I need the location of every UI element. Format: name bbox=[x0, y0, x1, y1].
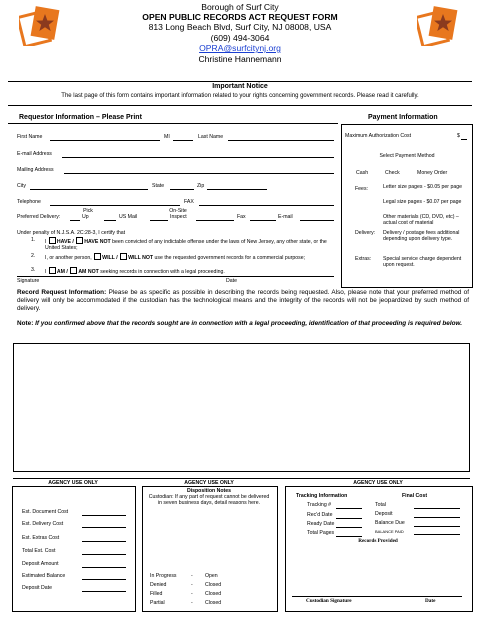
mailing-label: Mailing Address bbox=[17, 167, 54, 173]
extras-label: Extras: bbox=[355, 256, 372, 262]
certify-intro: Under penalty of N.J.S.A. 2C:28-3, I certify that bbox=[17, 230, 126, 236]
custodian-signature-field[interactable] bbox=[292, 596, 462, 597]
form-header bbox=[120, 2, 360, 64]
onsite-label: On-Site bbox=[169, 208, 187, 214]
preferred-delivery-label: Preferred Delivery: bbox=[17, 214, 61, 220]
note-label: Note: bbox=[17, 320, 34, 327]
date-label: Date bbox=[226, 278, 237, 284]
zip-field[interactable] bbox=[207, 189, 267, 190]
total-est-cost-label: Total Est. Cost bbox=[22, 548, 56, 554]
have-not-checkbox[interactable] bbox=[76, 237, 83, 244]
recd-date-label: Rec'd Date bbox=[307, 512, 333, 518]
balance-due-label: Balance Due bbox=[375, 520, 405, 526]
custodian-signature-label: Custodian Signature bbox=[306, 598, 352, 604]
estimated-balance-label: Estimated Balance bbox=[22, 573, 66, 579]
recd-date-field[interactable] bbox=[336, 518, 362, 519]
fax-field[interactable] bbox=[199, 205, 334, 206]
deposit-amount-label: Deposit Amount bbox=[22, 561, 59, 567]
status-dash-4: - bbox=[191, 600, 193, 606]
status-dash-2: - bbox=[191, 582, 193, 588]
est-delivery-cost-label: Est. Delivery Cost bbox=[22, 521, 64, 527]
am-not-checkbox[interactable] bbox=[70, 267, 77, 274]
zip-label: Zip bbox=[197, 183, 205, 189]
fax-delivery-checkbox[interactable] bbox=[196, 220, 234, 221]
city-field[interactable] bbox=[30, 189, 148, 190]
total-pages-field[interactable] bbox=[336, 536, 362, 537]
cert-item-2-prefix: I, or another person, bbox=[45, 255, 92, 261]
am-not-label: AM NOT bbox=[78, 269, 99, 275]
status-denied[interactable]: Denied bbox=[150, 582, 167, 588]
balance-paid-label: BALANCE PAID bbox=[375, 529, 404, 534]
est-doc-cost-label: Est. Document Cost bbox=[22, 509, 69, 515]
org-name: Borough of Surf City bbox=[201, 2, 279, 12]
status-filled[interactable]: Filled bbox=[150, 591, 163, 597]
deposit-date-field[interactable] bbox=[82, 591, 126, 592]
note-text: If you confirmed above that the records sought are in connection with a legal proceeding, identification of that proceeding is required below. bbox=[35, 320, 463, 327]
last-name-label: Last Name bbox=[198, 134, 224, 140]
email-label: E-mail Address bbox=[17, 151, 52, 157]
max-auth-field[interactable] bbox=[461, 139, 467, 140]
estimated-balance-field[interactable] bbox=[82, 579, 126, 580]
payment-cash[interactable]: Cash bbox=[356, 170, 369, 176]
pick-label: Pick bbox=[83, 208, 93, 214]
telephone-label: Telephone bbox=[17, 199, 41, 205]
email-delivery-checkbox[interactable] bbox=[250, 220, 276, 221]
state-field[interactable] bbox=[170, 189, 194, 190]
payment-heading: Payment Information bbox=[368, 114, 438, 121]
deposit-date-label: Deposit Date bbox=[22, 585, 52, 591]
opra-email-link[interactable]: OPRA@surfcitynj.org bbox=[199, 43, 281, 53]
deposit-amount-field[interactable] bbox=[82, 567, 126, 568]
max-auth-label: Maximum Authorization Cost bbox=[345, 133, 412, 139]
notice-title: Important Notice bbox=[212, 83, 268, 90]
mi-field[interactable] bbox=[173, 140, 193, 141]
final-deposit-label: Deposit bbox=[375, 511, 393, 517]
ready-date-field[interactable] bbox=[336, 527, 362, 528]
disposition-text: Custodian: If any part of request cannot be delivered in seven business days, detail reasons here. bbox=[148, 494, 270, 507]
requestor-heading: Requestor Information – Please Print bbox=[19, 114, 142, 121]
balance-due-field[interactable] bbox=[414, 526, 460, 527]
balance-paid-field[interactable] bbox=[414, 534, 460, 535]
total-pages-label: Total Pages bbox=[307, 530, 335, 536]
tracking-num-label: Tracking # bbox=[307, 502, 332, 508]
fee-letter: Letter size pages - $0.05 per page bbox=[383, 184, 463, 190]
have-not-label: HAVE NOT bbox=[84, 239, 111, 245]
cert-item-3-prefix: I bbox=[45, 269, 47, 275]
last-name-field[interactable] bbox=[228, 140, 334, 141]
status-dash-3: - bbox=[191, 591, 193, 597]
am-label: AM / bbox=[56, 269, 68, 275]
payment-check[interactable]: Check bbox=[385, 170, 400, 176]
will-not-checkbox[interactable] bbox=[120, 253, 127, 260]
cert-item-1-prefix: I bbox=[45, 239, 47, 245]
record-request-textarea[interactable] bbox=[13, 343, 470, 472]
onsite-checkbox[interactable] bbox=[150, 220, 168, 221]
status-closed-2[interactable]: Closed bbox=[205, 591, 222, 597]
tracking-title: Tracking Information bbox=[296, 493, 348, 499]
note-block bbox=[17, 320, 469, 328]
dollar-sign: $ bbox=[457, 133, 460, 139]
select-payment-label: Select Payment Method bbox=[379, 153, 435, 159]
delivery-label: Delivery: bbox=[355, 230, 376, 236]
payment-money-order[interactable]: Money Order bbox=[417, 170, 448, 176]
final-deposit-field[interactable] bbox=[414, 517, 460, 518]
signature-label: Signature bbox=[17, 278, 40, 284]
fees-label: Fees: bbox=[355, 186, 368, 192]
delivery-fees: Delivery / postage fees additional depending upon delivery type. bbox=[383, 230, 460, 243]
custodian-date-label: Date bbox=[425, 598, 436, 604]
am-checkbox[interactable] bbox=[49, 267, 56, 274]
disposition-title: Disposition Notes bbox=[186, 488, 232, 494]
final-total-field[interactable] bbox=[414, 508, 460, 509]
status-closed-1[interactable]: Closed bbox=[205, 582, 222, 588]
est-extras-cost-field[interactable] bbox=[82, 541, 126, 542]
cert-item-2-num: 2. bbox=[31, 253, 36, 259]
tracking-num-field[interactable] bbox=[336, 508, 362, 509]
status-dash-1: - bbox=[191, 573, 193, 579]
fee-other: Other materials (CD, DVD, etc) – actual cost of material bbox=[383, 214, 459, 227]
records-provided-label: Records Provided bbox=[358, 538, 398, 544]
left-logo bbox=[19, 4, 61, 46]
have-checkbox[interactable] bbox=[49, 237, 56, 244]
form-title: OPEN PUBLIC RECORDS ACT REQUEST FORM bbox=[142, 12, 338, 22]
inspect-label: Inspect bbox=[170, 214, 187, 220]
record-request-text: Please be as specific as possible in describing the records being requested. Also, please note that your preferred method of delivery will only be accommodated if the custodian has the technological means and the integrity of the records will not be jeopardized by such method of delivery. bbox=[17, 289, 470, 312]
status-closed-3[interactable]: Closed bbox=[205, 600, 222, 606]
will-not-label: WILL NOT bbox=[128, 255, 154, 261]
agency-title-3: AGENCY USE ONLY bbox=[353, 480, 403, 486]
fee-legal: Legal size pages - $0.07 per page bbox=[383, 199, 462, 205]
signature-field[interactable] bbox=[17, 276, 334, 277]
state-label: State bbox=[152, 183, 165, 189]
cert-item-1-num: 1. bbox=[31, 237, 36, 243]
notice-text: The last page of this form contains important information related to your rights concerning government records. Please read it carefully. bbox=[61, 93, 419, 99]
total-est-cost-field[interactable] bbox=[82, 554, 126, 555]
up-label: Up bbox=[82, 214, 89, 220]
us-mail-label: US Mail bbox=[119, 214, 138, 220]
mi-label: MI bbox=[164, 134, 170, 140]
have-label: HAVE / bbox=[56, 239, 74, 245]
pickup-checkbox[interactable] bbox=[70, 220, 80, 221]
cert-item-2-rest: use the requested government records for a commercial purpose; bbox=[154, 255, 306, 261]
first-name-field[interactable] bbox=[50, 140, 160, 141]
status-in-progress[interactable]: In Progress bbox=[150, 573, 177, 579]
final-cost-title: Final Cost bbox=[402, 493, 428, 499]
status-open[interactable]: Open bbox=[205, 573, 218, 579]
will-label: WILL / bbox=[102, 255, 118, 261]
cert-item-3-num: 3. bbox=[31, 267, 36, 273]
telephone-field[interactable] bbox=[50, 205, 180, 206]
cert-item-1-rest: been convicted of any indictable offense under the laws of New Jersey, any other state, or the United States; bbox=[45, 239, 327, 252]
agency-title-2: AGENCY USE ONLY bbox=[184, 480, 234, 486]
cert-item-3 bbox=[45, 267, 337, 275]
custodian-name: Christine Hannemann bbox=[198, 53, 282, 64]
cert-item-3-rest: seeking records in connection with a legal proceeding. bbox=[100, 269, 225, 275]
est-doc-cost-field[interactable] bbox=[82, 515, 126, 516]
fax-delivery-label: Fax bbox=[237, 214, 246, 220]
est-extras-cost-label: Est. Extras Cost bbox=[22, 535, 60, 541]
first-name-label: First Name bbox=[17, 134, 43, 140]
right-logo bbox=[417, 4, 459, 46]
final-total-label: Total bbox=[375, 502, 386, 508]
record-request-info bbox=[17, 289, 469, 312]
email-delivery-label: E-mail bbox=[278, 214, 293, 220]
fax-label: FAX bbox=[184, 199, 194, 205]
email-field[interactable] bbox=[62, 157, 334, 158]
ready-date-label: Ready Date bbox=[307, 521, 335, 527]
city-label: City bbox=[17, 183, 26, 189]
cert-item-1 bbox=[45, 237, 337, 251]
extras-text: Special service charge dependent upon request. bbox=[383, 256, 462, 269]
mailing-field[interactable] bbox=[64, 173, 334, 174]
status-partial[interactable]: Partial bbox=[150, 600, 165, 606]
agency-title-1: AGENCY USE ONLY bbox=[48, 480, 98, 486]
record-request-label: Record Request Information: bbox=[17, 289, 107, 296]
will-checkbox[interactable] bbox=[94, 253, 101, 260]
us-mail-checkbox[interactable] bbox=[104, 220, 116, 221]
est-delivery-cost-field[interactable] bbox=[82, 527, 126, 528]
cert-item-2 bbox=[45, 253, 337, 261]
org-phone: (609) 494-3064 bbox=[210, 32, 270, 43]
org-address: 813 Long Beach Blvd, Surf City, NJ 08008, USA bbox=[148, 22, 332, 32]
